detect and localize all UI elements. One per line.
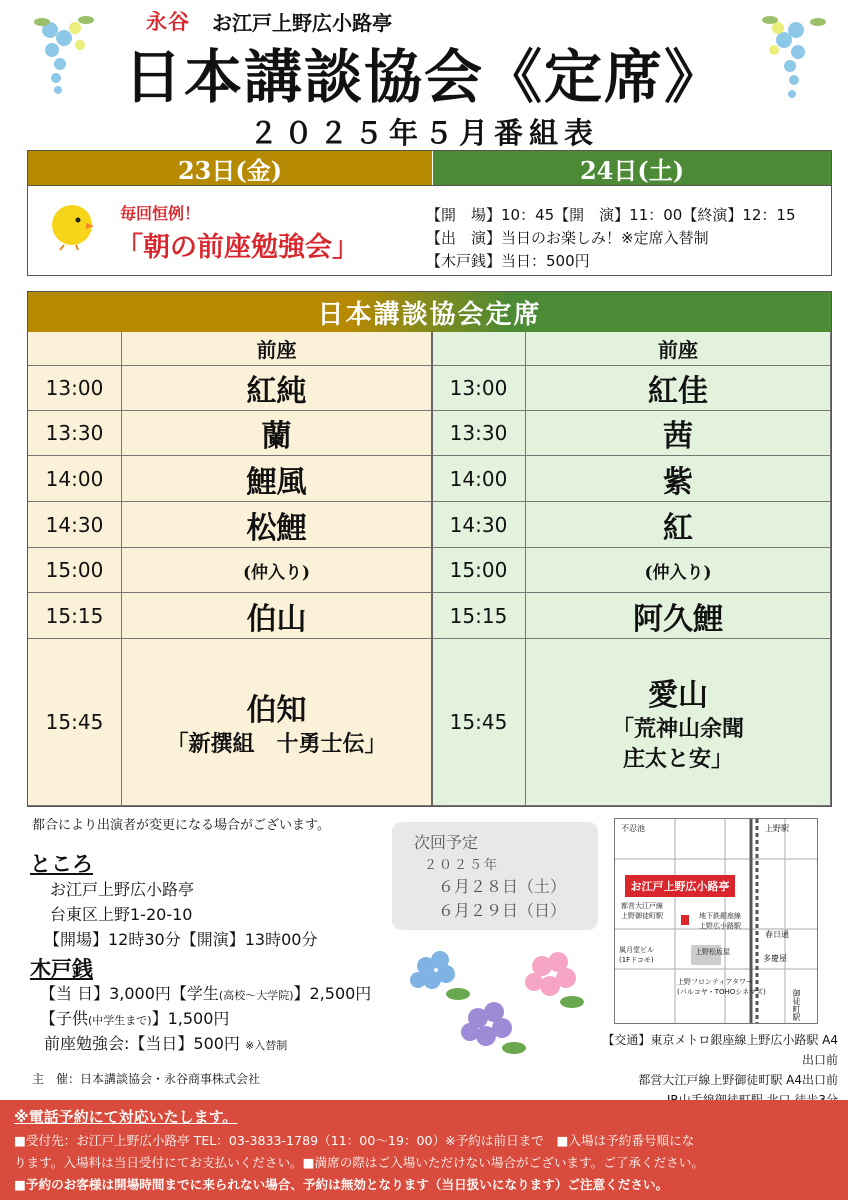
next-label: 次回予定 <box>414 833 479 852</box>
access-info <box>600 1030 838 1110</box>
performer-name: 伯山 <box>246 601 307 637</box>
next-year: ２０２５年 <box>424 858 500 873</box>
price-line-2: 【子供(中学生まで)】1,500円 <box>40 1009 230 1028</box>
footer-line-3: ■予約のお客様は開場時間までに来られない場合、予約は無効となります（当日扱いになります）ご注意ください。 <box>14 1177 669 1192</box>
right-time-cell: 15:45 <box>432 639 526 806</box>
right-time-header <box>432 332 526 366</box>
right-time-cell: 14:00 <box>432 456 526 502</box>
access-map <box>614 818 818 1024</box>
place-address: 台東区上野1-20-10 <box>50 905 193 924</box>
performer-name: 紅佳 <box>648 374 708 409</box>
day-header-left: 23日(金) <box>28 151 432 185</box>
right-time-cell: 14:30 <box>432 502 526 548</box>
left-performer-cell <box>122 593 432 639</box>
next-schedule-box <box>392 822 598 930</box>
left-performer-cell <box>122 411 432 456</box>
morning-tag: 毎回恒例！ <box>120 204 201 223</box>
performer-name: 伯知 <box>246 693 307 728</box>
performance-title: 「荒神山余聞 庄太と安」 <box>611 716 744 772</box>
map-label-hirokoji: 地下鉄銀座線 上野広小路駅 <box>699 912 741 930</box>
brand-logo: 永谷 <box>146 10 190 34</box>
performer-name: 鯉風 <box>246 464 307 500</box>
change-notice: 都合により出演者が変更になる場合がございます。 <box>32 818 330 833</box>
morning-session-box <box>27 150 832 276</box>
map-label-fushinoike: 不忍池 <box>621 824 645 833</box>
right-performer-cell <box>526 639 831 806</box>
wisteria-right-icon <box>760 10 830 120</box>
program-title: 日本講談協会定席 <box>317 299 542 330</box>
program-table <box>27 291 832 807</box>
performer-name: 紅純 <box>246 374 307 409</box>
performer-name: 阿久鯉 <box>633 601 723 637</box>
morning-info-3: 【木戸銭】当日：500円 <box>426 252 590 270</box>
map-label-kasuga: 春日通 <box>765 930 789 939</box>
left-time-cell: 13:30 <box>28 411 122 456</box>
right-time-cell: 15:15 <box>432 593 526 639</box>
right-time-cell: 13:30 <box>432 411 526 456</box>
right-performer-cell <box>526 411 831 456</box>
map-label-frontier: 上野フロンティアタワー (パルコヤ・TOHOシネマズ) <box>677 978 766 996</box>
performer-name: 松鯉 <box>246 510 307 546</box>
next-date-2: ６月２９日（日） <box>438 901 567 920</box>
right-performer-cell <box>526 548 831 593</box>
footer-line-1: ■受付先：お江戸上野広小路亭 TEL：03-3833-1789（11：00～19：00）※予約は前日まで ■入場は予約番号順にな <box>14 1133 695 1148</box>
performer-name: 紫 <box>663 464 693 500</box>
morning-info-2: 【出 演】当日のお楽しみ！※定席入替制 <box>426 229 709 247</box>
reservation-footer <box>0 1100 848 1200</box>
left-time-cell: 13:00 <box>28 366 122 411</box>
place-hours: 【開場】12時30分【開演】13時00分 <box>44 930 318 949</box>
performer-name: 紅 <box>663 510 693 546</box>
performer-name: 蘭 <box>261 419 292 454</box>
price-heading: 木戸銭 <box>30 957 93 981</box>
morning-info-1: 【開 場】10：45【開 演】11：00【終演】12：15 <box>426 206 796 224</box>
left-time-cell: 14:30 <box>28 502 122 548</box>
price-line-1: 【当 日】3,000円【学生(高校～大学院)】2,500円 <box>40 984 372 1003</box>
performer-name: (仲入り) <box>242 562 311 583</box>
morning-title: 「朝の前座勉強会」 <box>116 232 359 263</box>
footer-heading: ※電話予約にて対応いたします。 <box>14 1108 238 1126</box>
access-line-2: 都営大江戸線上野御徒町駅 A4出口前 <box>638 1073 838 1087</box>
wisteria-left-icon <box>30 10 100 120</box>
page-title: 日本講談協会《定席》 <box>123 43 724 111</box>
page-subtitle: ２０２５年５月番組表 <box>248 116 599 150</box>
right-time-cell: 13:00 <box>432 366 526 411</box>
right-performer-cell <box>526 456 831 502</box>
left-performer-cell <box>122 639 432 806</box>
footer-line-2: ります。入場料は当日受付にてお支払いください。■満席の際はご入場いただけない場合がございます。ご了承ください。 <box>14 1155 704 1170</box>
left-time-cell: 14:00 <box>28 456 122 502</box>
map-label-ueno-station: 上野駅 <box>765 824 789 833</box>
left-performer-cell <box>122 366 432 411</box>
place-name: お江戸上野広小路亭 <box>50 880 195 899</box>
performer-name: 茜 <box>663 419 693 454</box>
left-time-cell: 15:15 <box>28 593 122 639</box>
right-performer-cell <box>526 366 831 411</box>
chick-icon <box>46 199 98 251</box>
map-label-okachimachi: 御徒町駅 <box>792 989 801 1021</box>
sponsor: 主 催：日本講談協会・永谷商事株式会社 <box>32 1072 261 1086</box>
right-performer-cell <box>526 593 831 639</box>
performer-name: 愛山 <box>648 678 708 713</box>
right-performer-header: 前座 <box>526 332 831 366</box>
price-line-3: 前座勉強会:【当日】500円 ※入替制 <box>44 1034 288 1053</box>
left-performer-cell <box>122 456 432 502</box>
venue-name: お江戸上野広小路亭 <box>212 11 392 35</box>
left-performer-cell <box>122 548 432 593</box>
right-time-cell: 15:00 <box>432 548 526 593</box>
map-label-okachimachi-oedo: 都営大江戸線 上野御徒町駅 <box>621 902 663 920</box>
hydrangea-icon <box>402 944 598 1068</box>
map-label-fugetsudo: 風月堂ビル (1Fドコモ) <box>619 946 654 964</box>
day-header-right: 24日(土) <box>433 151 831 185</box>
left-performer-cell <box>122 502 432 548</box>
left-time-header <box>28 332 122 366</box>
left-performer-header: 前座 <box>122 332 432 366</box>
map-label-taketaya: 多慶屋 <box>763 954 787 963</box>
next-date-1: ６月２８日（土） <box>438 877 567 896</box>
access-line-1: 【交通】東京メトロ銀座線上野広小路駅 A4出口前 <box>602 1033 838 1067</box>
left-time-cell: 15:45 <box>28 639 122 806</box>
performer-name: (仲入り) <box>644 562 712 583</box>
map-venue-title: お江戸上野広小路亭 <box>625 875 735 897</box>
performance-title: 「新撰組 十勇士伝」 <box>166 731 387 757</box>
right-performer-cell <box>526 502 831 548</box>
place-heading: ところ <box>30 852 93 876</box>
map-label-matsuzakaya: 上野松坂屋 <box>695 948 730 956</box>
left-time-cell: 15:00 <box>28 548 122 593</box>
